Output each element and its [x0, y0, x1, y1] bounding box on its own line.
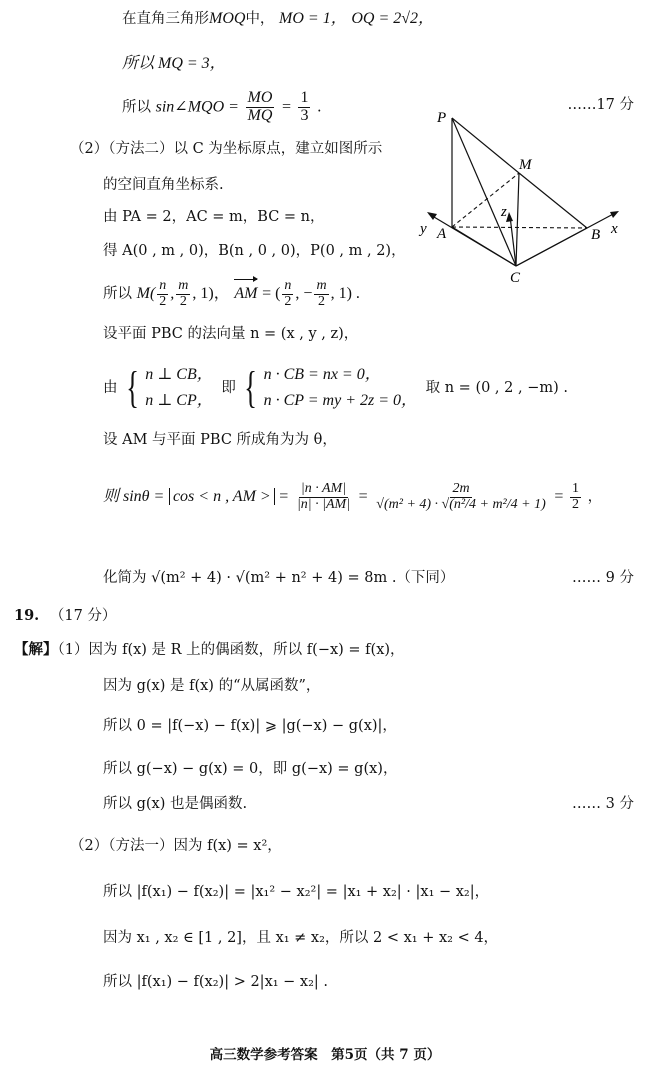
- label-m: M: [519, 157, 532, 173]
- axis-x-arrow: [610, 211, 619, 218]
- edge-pm: [452, 118, 519, 173]
- text-fragment: 在直角三角形: [122, 11, 209, 27]
- text-fragment: 中，: [245, 11, 275, 27]
- text-fragment: .: [317, 99, 322, 116]
- system-row: n · CB = nx = 0，: [263, 366, 381, 383]
- math-fragment: =: [358, 488, 368, 505]
- numerator: 2m: [452, 480, 470, 496]
- equation-system: [122, 362, 213, 414]
- text-line-difference: 所以 |f(x₁) − f(x₂)| = |x₁² − x₂²| = |x₁ + x₂| · |x₁ − x₂|，: [103, 884, 490, 900]
- problem-number: 19.: [14, 607, 40, 624]
- numerator: m: [178, 278, 189, 293]
- problem-points: （17 分）: [49, 608, 117, 624]
- text-line-sin-mqo: [122, 90, 322, 125]
- fraction: [570, 482, 581, 512]
- text-line-subordinate: 因为 g(x) 是 f(x) 的“从属函数”，: [103, 678, 321, 694]
- math-fragment: sin∠MQO =: [155, 98, 239, 116]
- text-line-sin-theta: [103, 474, 602, 520]
- numerator: 1: [572, 480, 579, 496]
- numerator: |n · AM|: [300, 480, 347, 496]
- score-marker: …… 3 分: [572, 796, 634, 812]
- equation-system: [240, 362, 417, 414]
- label-a: A: [437, 226, 447, 242]
- denominator: 2: [159, 293, 167, 309]
- text-line-angle: 设 AM 与平面 PBC 所成角为为 θ，: [103, 432, 337, 448]
- system-row: n ⊥ CB，: [145, 366, 213, 383]
- text-line-simplify: 化简为 √(m² + 4) · √(m² + n² + 4) = 8m .（下同）: [103, 570, 455, 586]
- numerator: n: [284, 278, 292, 293]
- math-fragment: =: [281, 98, 292, 116]
- score-marker: ……17 分: [567, 97, 634, 113]
- edge-mb: [519, 173, 587, 228]
- math-fragment: , 1) .: [330, 285, 360, 303]
- text-fragment: 所以: [122, 99, 151, 116]
- label-x: x: [611, 221, 618, 237]
- math-fragment: OQ = 2√2，: [351, 10, 435, 27]
- text-line-brace-system: [103, 362, 568, 414]
- denominator: 2: [284, 293, 292, 309]
- text-line-coord-system: 的空间直角坐标系.: [103, 177, 224, 193]
- math-fragment: =: [554, 488, 564, 505]
- text-fragment: （1）因为 f(x) 是 R 上的偶函数，所以 f(−x) = f(x)，: [57, 642, 405, 658]
- abs-cos: cos < n , AM >: [169, 488, 275, 505]
- label-c: C: [510, 270, 521, 283]
- text-line-inequality: 所以 0 = |f(−x) − f(x)| ⩾ |g(−x) − g(x)|，: [103, 718, 397, 734]
- text-fragment: 所以: [103, 286, 132, 303]
- denominator: 2: [318, 293, 326, 309]
- fraction: [176, 279, 190, 309]
- text-line-triangle: [122, 9, 434, 29]
- math-fragment: MOQ: [209, 10, 246, 27]
- brace-glyph: {: [126, 363, 140, 412]
- solution-tag: 【解】: [14, 641, 58, 658]
- text-line-result: 所以 |f(x₁) − f(x₂)| > 2|x₁ − x₂| .: [103, 974, 329, 990]
- denominator: 2: [179, 293, 187, 309]
- problem-19-header: [14, 606, 116, 626]
- math-fragment: =: [279, 488, 289, 505]
- text-line-normal-vector: 设平面 PBC 的法向量 n = (x , y , z)，: [103, 326, 359, 342]
- text-line-part2: （2）（方法一）因为 f(x) = x²，: [70, 838, 282, 854]
- numerator: n: [159, 278, 167, 293]
- denominator: 2: [572, 496, 579, 512]
- text-line-m-coords: [103, 279, 360, 309]
- axis-z-arrow: [506, 212, 513, 222]
- label-y: y: [420, 221, 427, 237]
- fraction: [295, 482, 352, 512]
- label-z: z: [501, 204, 507, 220]
- fraction: [374, 482, 547, 512]
- denominator: 3: [300, 106, 309, 124]
- text-line-conclusion: 所以 g(x) 也是偶函数.: [103, 796, 248, 812]
- math-fragment: MO = 1，: [279, 10, 347, 27]
- label-p: P: [437, 110, 447, 126]
- brace-glyph: {: [244, 363, 258, 412]
- math-fragment: 则 sinθ =: [103, 488, 165, 505]
- system-row: n ⊥ CP，: [145, 392, 213, 409]
- text-line-points: 得 A(0 , m , 0)，B(n , 0 , 0)，P(0 , m , 2)，: [103, 243, 406, 259]
- text-line-given: 由 PA = 2，AC = m，BC = n，: [103, 209, 325, 225]
- text-line-part1: [14, 640, 405, 660]
- text-line-range: 因为 x₁ , x₂ ∈ [1 , 2]，且 x₁ ≠ x₂，所以 2 < x₁ + x₂ < 4，: [103, 930, 499, 946]
- coordinate-figure: [415, 108, 625, 283]
- edge-ab-dashed: [452, 227, 587, 228]
- axis-x: [516, 212, 617, 266]
- text-fragment: 取 n = (0 , 2 , −m) .: [425, 380, 568, 396]
- fraction: [157, 279, 168, 309]
- math-fragment: , 1)，: [192, 285, 230, 303]
- text-fragment: 由: [103, 380, 118, 396]
- text-line-g-even: 所以 g(−x) − g(x) = 0，即 g(−x) = g(x)，: [103, 761, 398, 777]
- page-footer: 高三数学参考答案 第5页（共 7 页）: [209, 1047, 441, 1063]
- denominator: |n| · |AM|: [296, 496, 351, 512]
- label-b: B: [591, 227, 601, 243]
- math-fragment: = (: [262, 285, 281, 303]
- text-line-mq: 所以 MQ = 3，: [122, 55, 226, 72]
- edge-pc: [452, 118, 516, 266]
- score-marker: …… 9 分: [572, 570, 634, 586]
- numerator: m: [316, 278, 327, 293]
- vector-am: AM: [234, 279, 257, 309]
- denominator: √(m² + 4) · √(n²/4 + m²/4 + 1): [376, 496, 546, 512]
- numerator: MO: [247, 89, 273, 106]
- fraction: [298, 90, 310, 125]
- system-row: n · CP = my + 2z = 0，: [263, 392, 418, 409]
- fraction: [282, 279, 293, 309]
- math-fragment: , −: [295, 285, 313, 303]
- numerator: 1: [300, 89, 309, 106]
- axis-y-arrow: [427, 212, 437, 220]
- fraction: [314, 279, 328, 309]
- denominator: MQ: [247, 106, 273, 124]
- fraction: [246, 90, 275, 125]
- math-fragment: ,: [170, 285, 175, 303]
- edge-mc: [516, 173, 519, 266]
- math-fragment: M(: [136, 285, 156, 303]
- text-fragment: ，: [587, 489, 603, 505]
- text-fragment: 即: [221, 380, 236, 396]
- text-line-method-two: （2）（方法二）以 C 为坐标原点，建立如图所示: [70, 141, 383, 157]
